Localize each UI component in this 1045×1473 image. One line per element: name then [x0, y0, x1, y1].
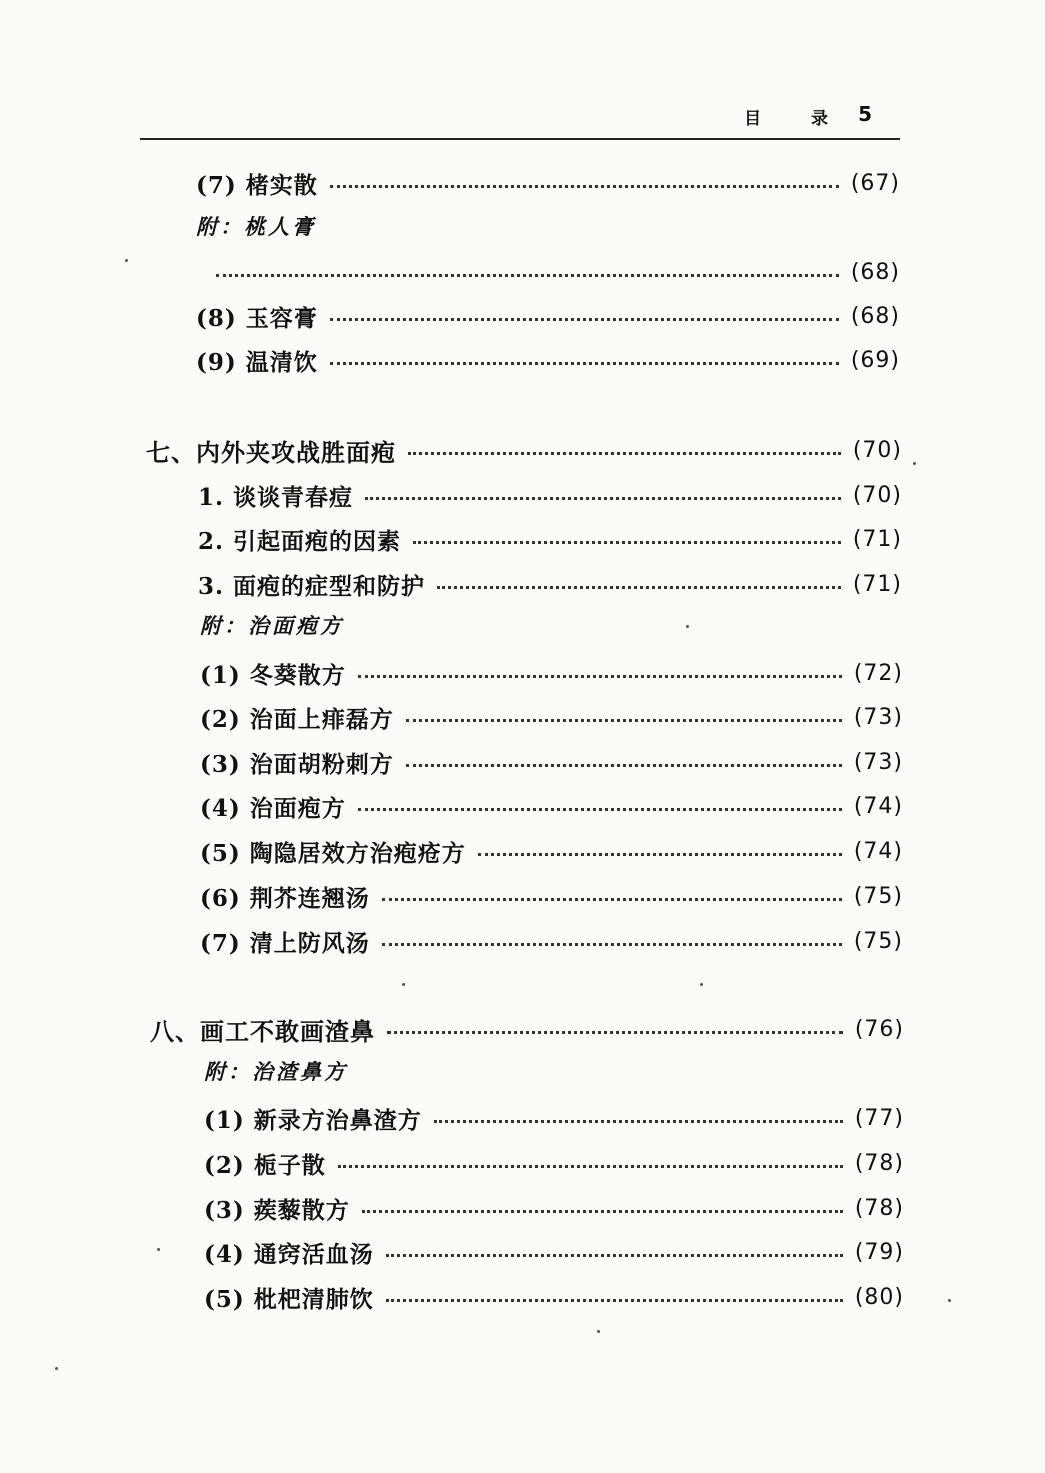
- appendix-note: 附：桃人膏: [196, 214, 316, 239]
- toc-entry[interactable]: [204, 1191, 904, 1225]
- toc-entry-page: (73): [853, 749, 903, 775]
- toc-entry-page: (77): [854, 1105, 904, 1131]
- dot-leader: [382, 943, 842, 946]
- dot-leader: [437, 586, 841, 589]
- dot-leader: [386, 1299, 843, 1302]
- toc-entry[interactable]: [196, 299, 900, 333]
- dot-leader: [330, 185, 839, 188]
- dot-leader: [478, 853, 842, 856]
- toc-entry[interactable]: [200, 656, 903, 690]
- toc-entry-page: (75): [853, 883, 903, 909]
- toc-entry-title: 2. 引起面疱的因素: [198, 527, 402, 555]
- toc-chapter-title: 八、画工不敢画渣鼻: [150, 1016, 375, 1046]
- toc-entry-title: (5) 陶隐居效方治疱疮方: [200, 839, 466, 867]
- dot-leader: [386, 1254, 843, 1257]
- scan-speck: [157, 1248, 160, 1251]
- dot-leader: [413, 541, 841, 544]
- toc-entry-title: (7) 楮实散: [196, 171, 318, 199]
- toc-entry-title: (2) 治面上痱磊方: [200, 705, 394, 733]
- dot-leader: [358, 675, 842, 678]
- toc-entry-title: (7) 清上防风汤: [200, 929, 370, 957]
- toc-entry[interactable]: [216, 255, 900, 289]
- scan-speck: [913, 462, 916, 465]
- dot-leader: [382, 898, 842, 901]
- toc-entry-page: (71): [852, 571, 902, 597]
- dot-leader: [408, 452, 841, 455]
- toc-entry[interactable]: [196, 166, 900, 200]
- appendix-note: 附：治面疱方: [200, 613, 344, 638]
- running-header: [140, 98, 900, 140]
- toc-entry-page: (80): [854, 1284, 904, 1310]
- scan-speck: [948, 1299, 951, 1302]
- dot-leader: [330, 362, 839, 365]
- toc-entry[interactable]: [200, 700, 903, 734]
- toc-entry[interactable]: [204, 1101, 904, 1135]
- toc-entry-title: (4) 通窍活血汤: [204, 1240, 374, 1268]
- toc-entry-title: (2) 栀子散: [204, 1151, 326, 1179]
- toc-entry-title: (5) 枇杷清肺饮: [204, 1285, 374, 1313]
- toc-entry-page: (68): [850, 259, 900, 285]
- toc-entry-page: (70): [852, 482, 902, 508]
- toc-entry[interactable]: [200, 745, 903, 779]
- toc-entry-page: (74): [853, 793, 903, 819]
- toc-entry-page: (78): [854, 1150, 904, 1176]
- toc-entry[interactable]: [200, 879, 903, 913]
- toc-chapter[interactable]: [150, 1012, 904, 1046]
- dot-leader: [434, 1120, 843, 1123]
- dot-leader: [406, 719, 842, 722]
- toc-entry-page: (75): [853, 928, 903, 954]
- toc-entry-page: (73): [853, 704, 903, 730]
- scan-speck: [686, 625, 689, 628]
- toc-entry-title: (4) 治面疱方: [200, 794, 346, 822]
- toc-entry[interactable]: [200, 924, 903, 958]
- toc-entry-page: (68): [850, 303, 900, 329]
- toc-entry-title: (1) 新录方治鼻渣方: [204, 1106, 422, 1134]
- toc-entry-page: (74): [853, 838, 903, 864]
- toc-chapter[interactable]: [146, 433, 902, 467]
- toc-entry[interactable]: [200, 789, 903, 823]
- toc-entry[interactable]: [204, 1280, 904, 1314]
- scan-speck: [597, 1330, 600, 1333]
- toc-chapter-title: 七、内外夹攻战胜面疱: [146, 437, 396, 467]
- toc-entry-title: (8) 玉容膏: [196, 304, 318, 332]
- toc-entry[interactable]: [204, 1235, 904, 1269]
- toc-entry-title: 1. 谈谈青春痘: [198, 483, 354, 511]
- dot-leader: [406, 764, 842, 767]
- toc-entry[interactable]: [198, 522, 902, 556]
- header-page-number: 5: [858, 102, 872, 126]
- scan-speck: [55, 1367, 58, 1370]
- toc-entry-title: (6) 荆芥连翘汤: [200, 884, 370, 912]
- toc-entry-title: (1) 冬葵散方: [200, 661, 346, 689]
- toc-entry-title: (3) 治面胡粉刺方: [200, 750, 394, 778]
- toc-chapter-page: (76): [854, 1016, 904, 1042]
- dot-leader: [330, 318, 839, 321]
- dot-leader: [387, 1031, 843, 1034]
- toc-entry[interactable]: [198, 478, 902, 512]
- scan-speck: [125, 259, 128, 262]
- dot-leader: [362, 1210, 843, 1213]
- toc-entry-title: 3. 面疱的症型和防护: [198, 572, 426, 600]
- dot-leader: [358, 808, 842, 811]
- appendix-note: 附：治渣鼻方: [204, 1059, 348, 1084]
- toc-entry-page: (71): [852, 526, 902, 552]
- toc-entry-page: (67): [850, 170, 900, 196]
- toc-entry[interactable]: [198, 567, 902, 601]
- dot-leader: [365, 497, 841, 500]
- toc-entry[interactable]: [196, 343, 900, 377]
- toc-entry-page: (78): [854, 1195, 904, 1221]
- toc-entry-title: (3) 蒺藜散方: [204, 1196, 350, 1224]
- toc-entry-page: (69): [850, 347, 900, 373]
- toc-entry-title: (9) 温清饮: [196, 348, 318, 376]
- header-title: 目 录: [744, 109, 850, 129]
- toc-entry[interactable]: [200, 834, 903, 868]
- dot-leader: [338, 1165, 843, 1168]
- scan-speck: [402, 983, 405, 986]
- toc-chapter-page: (70): [852, 437, 902, 463]
- toc-entry-page: (79): [854, 1239, 904, 1265]
- toc-entry-page: (72): [853, 660, 903, 686]
- toc-entry[interactable]: [204, 1146, 904, 1180]
- scan-speck: [700, 983, 703, 986]
- dot-leader: [216, 274, 839, 277]
